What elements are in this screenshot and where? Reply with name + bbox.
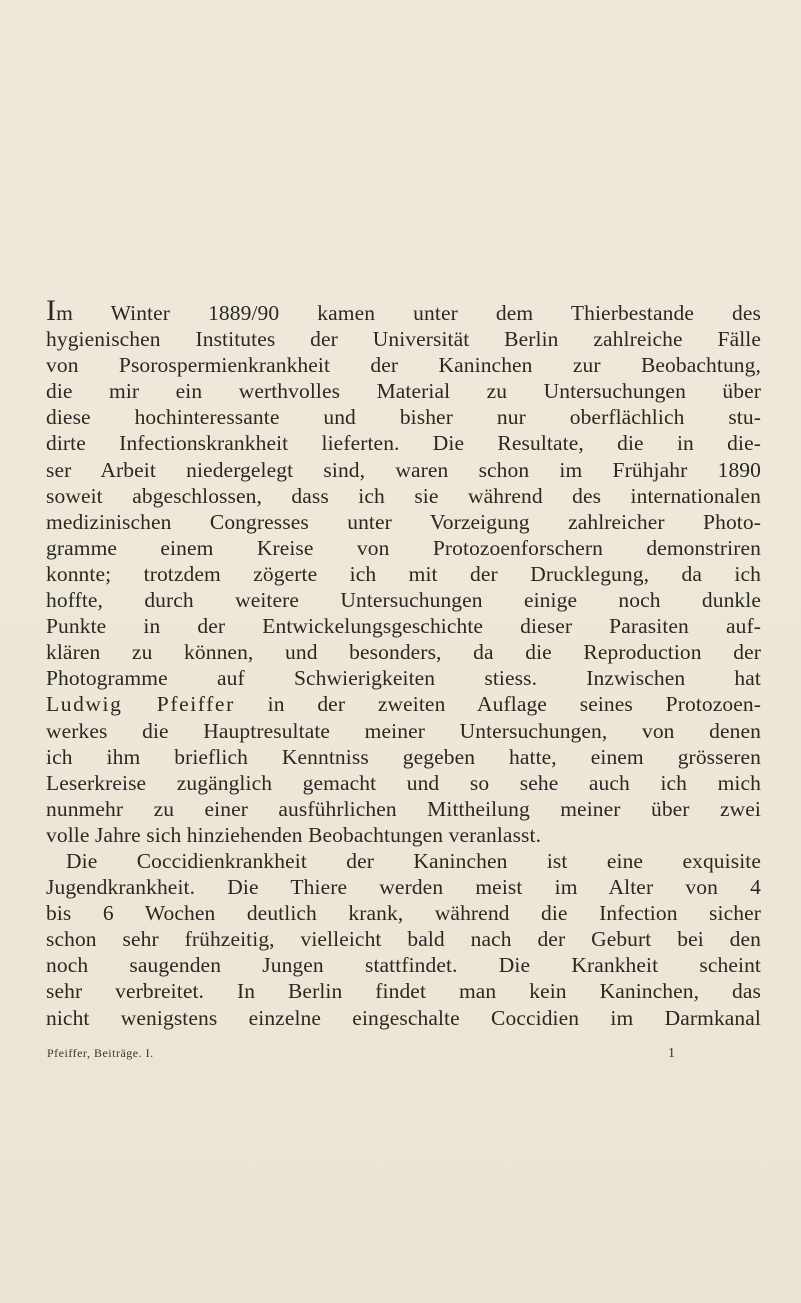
text-line-1 [46, 294, 761, 327]
text-line: nunmehr zu einer ausführlichen Mittheilung meiner über zwei [46, 796, 761, 821]
page-footer-source: Pfeiffer, Beiträge. I. [47, 1046, 154, 1060]
text-line: ser Arbeit niedergelegt sind, waren schon im Frühjahr 1890 [46, 457, 761, 482]
text-line: die mir ein werthvolles Material zu Untersuchungen über [46, 379, 761, 404]
text-line: medizinischen Congresses unter Vorzeigung zahlreicher Photo- [46, 509, 761, 534]
text-line: diese hochinteressante und bisher nur oberflächlich stu- [46, 405, 761, 430]
text-line: von Psorospermienkrankheit der Kaninchen zur Beobachtung, [46, 353, 761, 378]
body-text [46, 294, 761, 1031]
text-line: soweit abgeschlossen, dass ich sie während des internationalen [46, 483, 761, 508]
initial-letter: I [46, 294, 57, 327]
text-line: nicht wenigstens einzelne eingeschalte Coccidien im Darmkanal [46, 1005, 761, 1030]
text-line: dirte Infectionskrankheit lieferten. Die Resultate, die in die- [46, 431, 761, 456]
text-line: klären zu können, und besonders, da die Reproduction der [46, 640, 761, 665]
paragraph-2-first-line: Die Coccidienkrankheit der Kaninchen ist eine exquisite [66, 848, 761, 873]
text-line: bis 6 Wochen deutlich krank, während die Infection sicher [46, 901, 761, 926]
text-line: Leserkreise zugänglich gemacht und so sehe auch ich mich [46, 770, 761, 795]
text-line: noch saugenden Jungen stattfindet. Die Krankheit scheint [46, 953, 761, 978]
author-name: Ludwig Pfeiffer [46, 692, 235, 717]
text-line: werkes die Hauptresultate meiner Untersuchungen, von denen [46, 718, 761, 743]
author-line-rest: in der zweiten Auflage seines Protozoen- [267, 692, 761, 717]
text-line: hygienischen Institutes der Universität Berlin zahlreiche Fälle [46, 327, 761, 352]
text-line: Punkte in der Entwickelungsgeschichte dieser Parasiten auf- [46, 614, 761, 639]
text-line: Photogramme auf Schwierigkeiten stiess. Inzwischen hat [46, 666, 761, 691]
text-line: sehr verbreitet. In Berlin findet man kein Kaninchen, das [46, 979, 761, 1004]
paragraph-1-last-line: volle Jahre sich hinziehenden Beobachtungen veranlasst. [46, 822, 542, 847]
text-line: schon sehr frühzeitig, vielleicht bald nach der Geburt bei den [46, 927, 761, 952]
signature-mark: 1 [668, 1046, 675, 1061]
first-line-text: m Winter 1889/90 kamen unter dem Thierbestande des [56, 301, 761, 325]
text-line: gramme einem Kreise von Protozoenforschern demonstriren [46, 535, 761, 560]
text-line: konnte; trotzdem zögerte ich mit der Drucklegung, da ich [46, 561, 761, 586]
text-line: hoffte, durch weitere Untersuchungen einige noch dunkle [46, 588, 761, 613]
text-line-author [46, 691, 761, 717]
text-line: Jugendkrankheit. Die Thiere werden meist im Alter von 4 [46, 875, 761, 900]
text-line: ich ihm brieflich Kenntniss gegeben hatte, einem grösseren [46, 744, 761, 769]
